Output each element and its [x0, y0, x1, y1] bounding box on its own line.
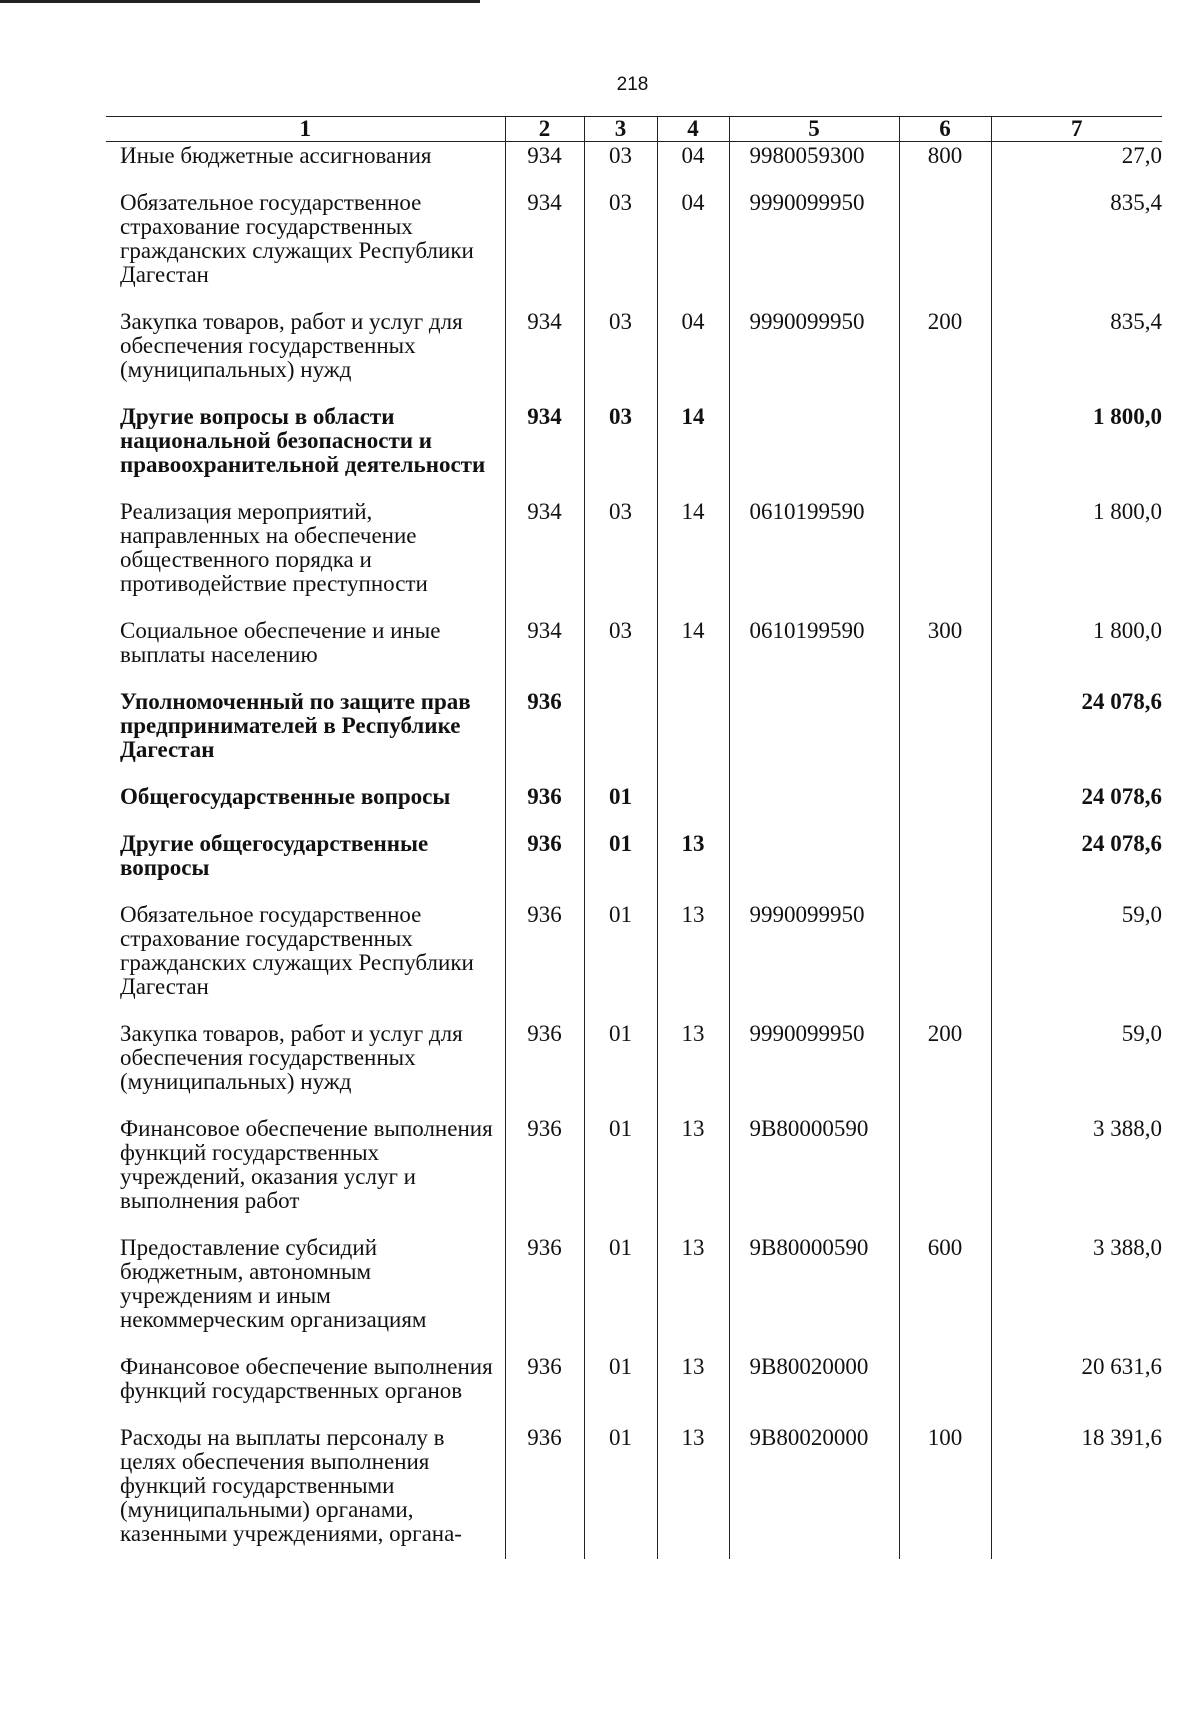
cell-expense-type: 800	[899, 142, 991, 182]
cell-target-article: 9В80000590	[729, 1226, 899, 1345]
table-row	[106, 1416, 1162, 1559]
cell-ministry-code: 936	[505, 1226, 584, 1345]
cell-item-name: Другие общегосударственные вопросы	[120, 831, 429, 880]
table-row	[106, 1107, 1162, 1226]
column-header-1: 1	[106, 117, 505, 142]
cell-subsection-code: 13	[657, 1226, 729, 1345]
cell-expense-type: 600	[899, 1226, 991, 1345]
cell-subsection-code: 13	[657, 1012, 729, 1107]
cell-expense-type	[899, 775, 991, 822]
column-header-6: 6	[899, 117, 991, 142]
cell-item-name: Иные бюджетные ассигнования	[120, 143, 432, 168]
cell-section-code: 01	[584, 775, 657, 822]
cell-section-code: 03	[584, 490, 657, 609]
cell-ministry-code: 936	[505, 1416, 584, 1559]
cell-target-article: 9В80020000	[729, 1345, 899, 1416]
cell-amount: 3 388,0	[991, 1226, 1162, 1345]
table-row	[106, 395, 1162, 490]
cell-subsection-code: 04	[657, 142, 729, 182]
column-header-7: 7	[991, 117, 1162, 142]
cell-item-name: Финансовое обеспечение выполнения функций государственных учреждений, оказания услуг и выполнения работ	[120, 1116, 493, 1213]
cell-ministry-code: 934	[505, 490, 584, 609]
cell-section-code: 03	[584, 181, 657, 300]
column-header-5: 5	[729, 117, 899, 142]
cell-item-name: Расходы на выплаты персоналу в целях обеспечения выполнения функций государственными (муниципальными) органами, казенными учреждениями, органа-	[120, 1425, 462, 1546]
table-row	[106, 181, 1162, 300]
cell-section-code: 03	[584, 142, 657, 182]
cell-subsection-code: 13	[657, 1345, 729, 1416]
cell-target-article: 9980059300	[729, 142, 899, 182]
column-header-4: 4	[657, 117, 729, 142]
cell-amount: 3 388,0	[991, 1107, 1162, 1226]
cell-expense-type: 200	[899, 1012, 991, 1107]
cell-expense-type: 200	[899, 300, 991, 395]
cell-subsection-code	[657, 680, 729, 775]
cell-ministry-code: 936	[505, 822, 584, 893]
cell-amount: 59,0	[991, 893, 1162, 1012]
cell-ministry-code: 936	[505, 1107, 584, 1226]
cell-amount: 20 631,6	[991, 1345, 1162, 1416]
table-row	[106, 1012, 1162, 1107]
cell-amount: 835,4	[991, 181, 1162, 300]
cell-item-name: Общегосударственные вопросы	[120, 784, 451, 809]
cell-ministry-code: 936	[505, 1012, 584, 1107]
cell-amount: 835,4	[991, 300, 1162, 395]
column-header-3: 3	[584, 117, 657, 142]
cell-item-name: Предоставление субсидий бюджетным, автономным учреждениям и иным некоммерческим организациям	[120, 1235, 427, 1332]
cell-target-article	[729, 680, 899, 775]
table-row	[106, 300, 1162, 395]
cell-section-code: 01	[584, 1345, 657, 1416]
cell-section-code: 01	[584, 1107, 657, 1226]
cell-subsection-code: 13	[657, 822, 729, 893]
cell-section-code: 01	[584, 893, 657, 1012]
table-row	[106, 680, 1162, 775]
cell-section-code	[584, 680, 657, 775]
cell-item-name: Обязательное государственное страхование государственных гражданских служащих Республики Дагестан	[120, 190, 474, 287]
cell-target-article	[729, 822, 899, 893]
cell-amount: 1 800,0	[991, 490, 1162, 609]
cell-target-article: 9990099950	[729, 1012, 899, 1107]
cell-item-name: Уполномоченный по защите прав предпринимателей в Республике Дагестан	[120, 689, 471, 762]
cell-target-article: 9990099950	[729, 181, 899, 300]
cell-expense-type	[899, 181, 991, 300]
cell-item-name: Закупка товаров, работ и услуг для обеспечения государственных (муниципальных) нужд	[120, 309, 463, 382]
cell-item-name: Реализация мероприятий, направленных на обеспечение общественного порядка и противодействие преступности	[120, 499, 428, 596]
cell-amount: 27,0	[991, 142, 1162, 182]
cell-section-code: 01	[584, 1416, 657, 1559]
cell-ministry-code: 934	[505, 300, 584, 395]
table-row	[106, 609, 1162, 680]
cell-target-article: 9В80020000	[729, 1416, 899, 1559]
cell-section-code: 01	[584, 822, 657, 893]
cell-target-article: 9В80000590	[729, 1107, 899, 1226]
cell-subsection-code: 14	[657, 609, 729, 680]
cell-subsection-code	[657, 775, 729, 822]
table-row	[106, 1345, 1162, 1416]
table-body	[106, 142, 1162, 1560]
cell-ministry-code: 936	[505, 893, 584, 1012]
cell-amount: 24 078,6	[991, 680, 1162, 775]
cell-expense-type	[899, 680, 991, 775]
cell-ministry-code: 934	[505, 395, 584, 490]
cell-amount: 1 800,0	[991, 395, 1162, 490]
cell-subsection-code: 04	[657, 300, 729, 395]
cell-expense-type	[899, 893, 991, 1012]
cell-amount: 59,0	[991, 1012, 1162, 1107]
cell-subsection-code: 13	[657, 1416, 729, 1559]
cell-target-article: 9990099950	[729, 893, 899, 1012]
budget-table	[106, 116, 1162, 1559]
cell-expense-type	[899, 490, 991, 609]
column-header-2: 2	[505, 117, 584, 142]
cell-subsection-code: 13	[657, 1107, 729, 1226]
cell-item-name: Обязательное государственное страхование государственных гражданских служащих Республики Дагестан	[120, 902, 474, 999]
cell-item-name: Социальное обеспечение и иные выплаты населению	[120, 618, 441, 667]
cell-expense-type	[899, 1107, 991, 1226]
cell-section-code: 01	[584, 1226, 657, 1345]
cell-target-article	[729, 775, 899, 822]
page-number: 218	[616, 74, 649, 95]
table-header-row	[106, 117, 1162, 142]
cell-section-code: 01	[584, 1012, 657, 1107]
cell-target-article	[729, 395, 899, 490]
cell-amount: 24 078,6	[991, 775, 1162, 822]
cell-ministry-code: 934	[505, 609, 584, 680]
cell-expense-type: 300	[899, 609, 991, 680]
cell-target-article: 0610199590	[729, 490, 899, 609]
table-row	[106, 490, 1162, 609]
cell-item-name: Закупка товаров, работ и услуг для обеспечения государственных (муниципальных) нужд	[120, 1021, 463, 1094]
cell-ministry-code: 936	[505, 775, 584, 822]
cell-item-name: Финансовое обеспечение выполнения функций государственных органов	[120, 1354, 493, 1403]
cell-ministry-code: 936	[505, 680, 584, 775]
cell-target-article: 9990099950	[729, 300, 899, 395]
table-row	[106, 893, 1162, 1012]
table-row	[106, 142, 1162, 182]
top-rule	[0, 0, 480, 3]
table-row	[106, 822, 1162, 893]
cell-expense-type	[899, 822, 991, 893]
cell-subsection-code: 04	[657, 181, 729, 300]
cell-section-code: 03	[584, 395, 657, 490]
cell-section-code: 03	[584, 300, 657, 395]
cell-ministry-code: 934	[505, 142, 584, 182]
table-row	[106, 1226, 1162, 1345]
cell-ministry-code: 934	[505, 181, 584, 300]
cell-expense-type: 100	[899, 1416, 991, 1559]
cell-ministry-code: 936	[505, 1345, 584, 1416]
cell-expense-type	[899, 1345, 991, 1416]
cell-section-code: 03	[584, 609, 657, 680]
cell-expense-type	[899, 395, 991, 490]
table-row	[106, 775, 1162, 822]
cell-amount: 18 391,6	[991, 1416, 1162, 1559]
cell-subsection-code: 13	[657, 893, 729, 1012]
cell-amount: 24 078,6	[991, 822, 1162, 893]
cell-amount: 1 800,0	[991, 609, 1162, 680]
cell-item-name: Другие вопросы в области национальной безопасности и правоохранительной деятельности	[120, 404, 486, 477]
cell-subsection-code: 14	[657, 490, 729, 609]
cell-subsection-code: 14	[657, 395, 729, 490]
cell-target-article: 0610199590	[729, 609, 899, 680]
